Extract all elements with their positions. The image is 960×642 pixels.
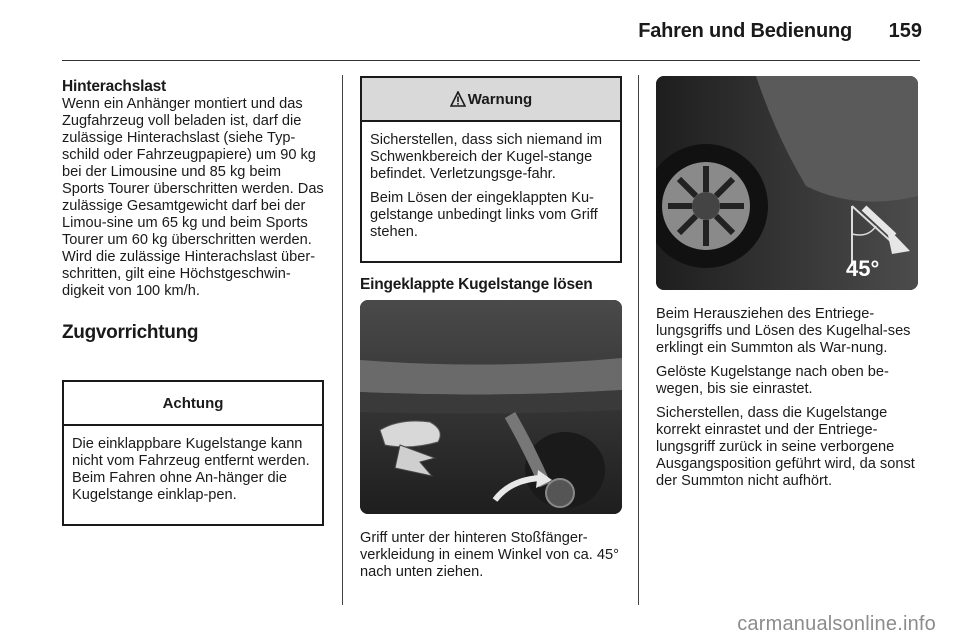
warning-text-2: Beim Lösen der eingeklappten Ku-gelstange unbedingt links vom Griff stehen. bbox=[370, 190, 598, 240]
paragraph-summton: Beim Herausziehen des Entriege-lungsgriffs und Lösen des Kugelhal-ses erklingt ein Summton als War-nung. bbox=[656, 306, 911, 356]
warning-text-1: Sicherstellen, dass sich niemand im Schwenkbereich der Kugel-stange befindet. Verletzungsge-fahr. bbox=[370, 132, 602, 182]
warning-box-body bbox=[362, 122, 620, 241]
column-3-text bbox=[656, 306, 926, 490]
warning-box bbox=[360, 76, 622, 263]
paragraph-hinterachslast: Wenn ein Anhänger montiert und das Zugfahrzeug voll beladen ist, darf die zulässige Hinterachslast (siehe Typ-schild oder Fahrzeugpapiere) um 90 kg bei der Limousine und 85 kg beim Sports Tourer überschritten werden. Das zulässige Gesamtgewicht darf bei der Limou-sine um 65 kg und beim Sports Tourer um 60 kg überschritten werden. Wird die zulässige Hinterachslast über-schritten, gilt eine Höchstgeschwin-digkeit von 100 km/h. bbox=[62, 96, 324, 299]
paragraph-einrasten: Gelöste Kugelstange nach oben be-wegen, bis sie einrastet. bbox=[656, 364, 889, 397]
warning-box-title: Warnung bbox=[467, 90, 533, 108]
column-divider-2 bbox=[638, 75, 639, 605]
watermark: carmanualsonline.info bbox=[737, 613, 936, 635]
page-header-title: Fahren und Bedienung bbox=[638, 20, 852, 42]
column-1 bbox=[62, 78, 324, 344]
caption-photo-release-handle: Griff unter der hinteren Stoßfänger-verkleidung in einem Winkel von ca. 45° nach unten ziehen. bbox=[360, 530, 619, 580]
heading-hinterachslast: Hinterachslast bbox=[62, 78, 167, 95]
header-divider bbox=[62, 60, 920, 61]
heading-kugelstange-loesen: Eingeklappte Kugelstange lösen bbox=[360, 276, 593, 293]
photo-wheel-angle bbox=[656, 76, 918, 290]
caution-box-title: Achtung bbox=[64, 382, 322, 426]
photo-release-handle bbox=[360, 300, 622, 514]
heading-zugvorrichtung: Zugvorrichtung bbox=[62, 322, 199, 343]
caution-box bbox=[62, 380, 324, 526]
photo-angle-label: 45° bbox=[846, 256, 880, 281]
warning-box-header bbox=[362, 78, 620, 122]
paragraph-sicherstellen: Sicherstellen, dass die Kugelstange korrekt einrastet und der Entriege-lungsgriff zurück in seine verborgene Ausgangsposition geführt wird, da sonst der Summton nicht aufhört. bbox=[656, 405, 915, 489]
warning-triangle-icon bbox=[450, 91, 466, 107]
page-number: 159 bbox=[888, 20, 922, 42]
caution-box-text: Die einklappbare Kugelstange kann nicht vom Fahrzeug entfernt werden. Beim Fahren ohne An-hänger die Kugelstange einklap-pen. bbox=[72, 436, 310, 503]
column-divider-1 bbox=[342, 75, 343, 605]
